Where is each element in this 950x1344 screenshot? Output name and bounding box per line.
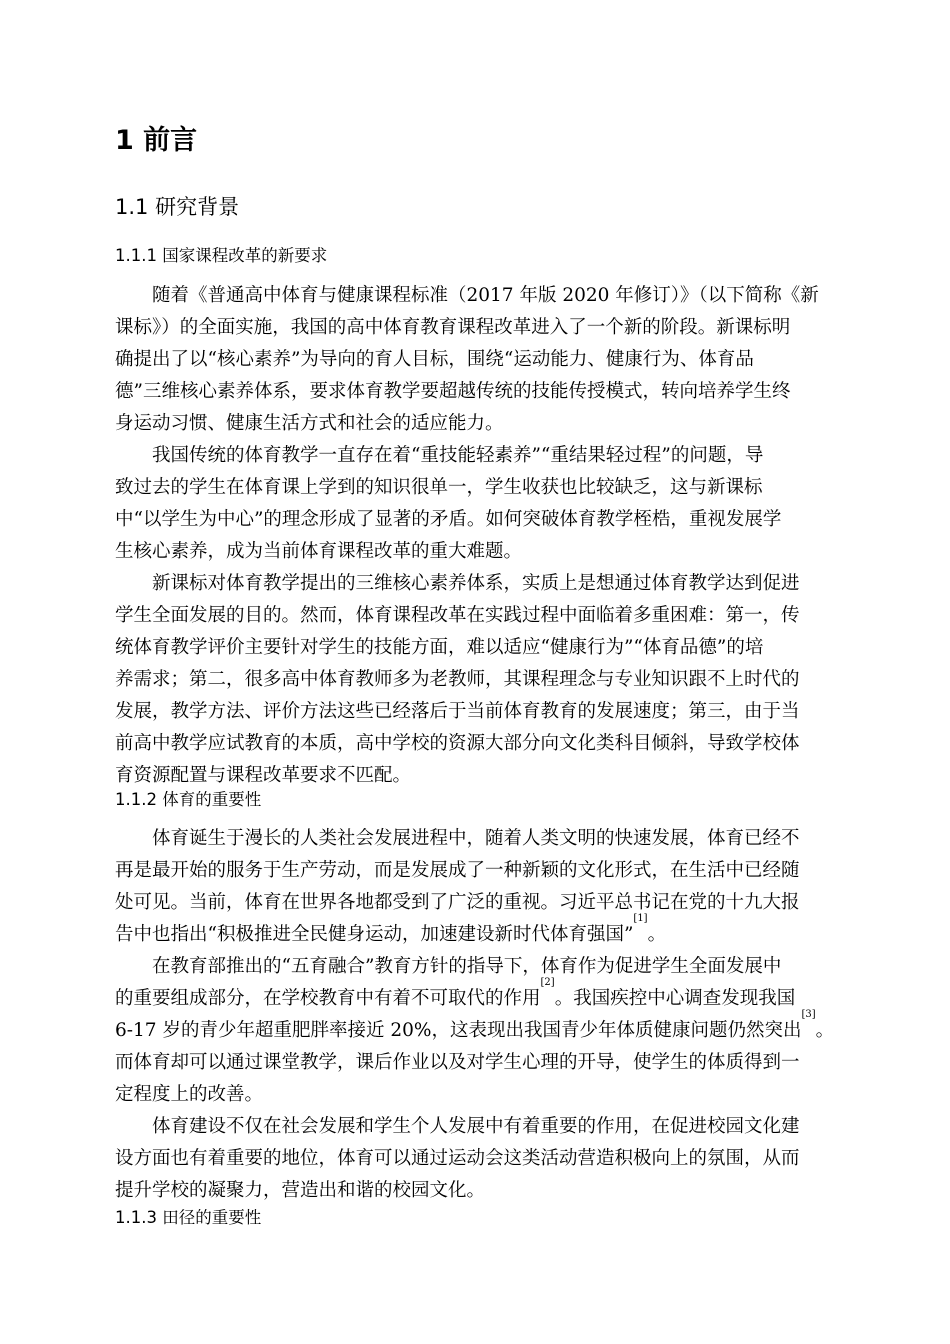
subsection-heading-3: 1.1.3 田径的重要性 xyxy=(115,1208,262,1227)
text-line: 提升学校的凝聚力，营造出和谐的校园文化。 xyxy=(115,1180,486,1201)
text-line: 育资源配置与课程改革要求不匹配。 xyxy=(115,765,412,786)
text-line-with-citation xyxy=(115,977,840,1015)
text-segment: 。 xyxy=(815,1020,835,1041)
text-line: 我国传统的体育教学一直存在着“重技能轻素养”“重结果轻过程”的问题，导 xyxy=(152,445,764,466)
text-line: 定程度上的改善。 xyxy=(115,1084,264,1105)
subsection-heading-2: 1.1.2 体育的重要性 xyxy=(115,790,262,809)
citation-ref: [3] xyxy=(801,1009,816,1020)
text-line: 课标》）的全面实施，我国的高中体育教育课程改革进入了一个新的阶段。新课标明 xyxy=(115,317,791,338)
text-line-with-citation xyxy=(115,913,840,951)
citation-ref: [2] xyxy=(540,977,555,988)
text-line: 确提出了以“核心素养”为导向的育人目标，围绕“运动能力、健康行为、体育品 xyxy=(115,349,754,370)
text-line: 在教育部推出的“五育融合”教育方针的指导下，体育作为促进学生全面发展中 xyxy=(152,956,782,977)
text-line: 新课标对体育教学提出的三维核心素养体系，实质上是想通过体育教学达到促进 xyxy=(152,573,800,594)
section-1-body xyxy=(115,280,840,792)
text-line: 生核心素养，成为当前体育课程改革的重大难题。 xyxy=(115,541,523,562)
text-line: 而体育却可以通过课堂教学，课后作业以及对学生心理的开导，使学生的体质得到一 xyxy=(115,1052,800,1073)
text-segment: 告中也指出“积极推进全民健身运动，加速建设新时代体育强国” xyxy=(115,924,634,945)
text-line: 前高中教学应试教育的本质，高中学校的资源大部分向文化类科目倾斜，导致学校体 xyxy=(115,733,800,754)
text-segment: 。 xyxy=(647,924,667,945)
text-line: 养需求；第二，很多高中体育教师多为老教师，其课程理念与专业知识跟不上时代的 xyxy=(115,669,800,690)
text-line: 发展，教学方法、评价方法这些已经落后于当前体育教育的发展速度；第三，由于当 xyxy=(115,701,800,722)
text-line: 中“以学生为中心”的理念形成了显著的矛盾。如何突破体育教学桎梏，重视发展学 xyxy=(115,509,782,530)
text-line: 体育建设不仅在社会发展和学生个人发展中有着重要的作用，在促进校园文化建 xyxy=(152,1116,800,1137)
chapter-heading: 1 前言 xyxy=(115,125,198,156)
text-line: 设方面也有着重要的地位，体育可以通过运动会这类活动营造积极向上的氛围，从而 xyxy=(115,1148,800,1169)
text-line: 学生全面发展的目的。然而，体育课程改革在实践过程中面临着多重困难：第一，传 xyxy=(115,605,800,626)
text-segment: 的重要组成部分，在学校教育中有着不可取代的作用 xyxy=(115,988,541,1009)
text-line: 致过去的学生在体育课上学到的知识很单一，学生收获也比较缺乏，这与新课标 xyxy=(115,477,763,498)
text-line: 再是最开始的服务于生产劳动，而是发展成了一种新颖的文化形式，在生活中已经随 xyxy=(115,860,800,881)
section-2-body xyxy=(115,823,840,1207)
text-line: 处可见。当前，体育在世界各地都受到了广泛的重视。习近平总书记在党的十九大报 xyxy=(115,892,800,913)
text-line: 统体育教学评价主要针对学生的技能方面，难以适应“健康行为”“体育品德”的培 xyxy=(115,637,764,658)
citation-ref: [1] xyxy=(633,913,648,924)
text-line: 身运动习惯、健康生活方式和社会的适应能力。 xyxy=(115,413,504,434)
section-heading: 1.1 研究背景 xyxy=(115,195,240,219)
text-line: 体育诞生于漫长的人类社会发展进程中，随着人类文明的快速发展，体育已经不 xyxy=(152,828,800,849)
text-segment: 6-17 岁的青少年超重肥胖率接近 20%，这表现出我国青少年体质健康问题仍然突出 xyxy=(115,1020,802,1041)
subsection-heading-1: 1.1.1 国家课程改革的新要求 xyxy=(115,246,328,265)
text-line: 德”三维核心素养体系，要求体育教学要超越传统的技能传授模式，转向培养学生终 xyxy=(115,381,791,402)
text-line-with-citation xyxy=(115,1009,840,1047)
text-line: 随着《普通高中体育与健康课程标准（2017 年版 2020 年修订）》（以下简称《新 xyxy=(152,285,819,306)
text-segment: 。我国疾控中心调查发现我国 xyxy=(554,988,796,1009)
